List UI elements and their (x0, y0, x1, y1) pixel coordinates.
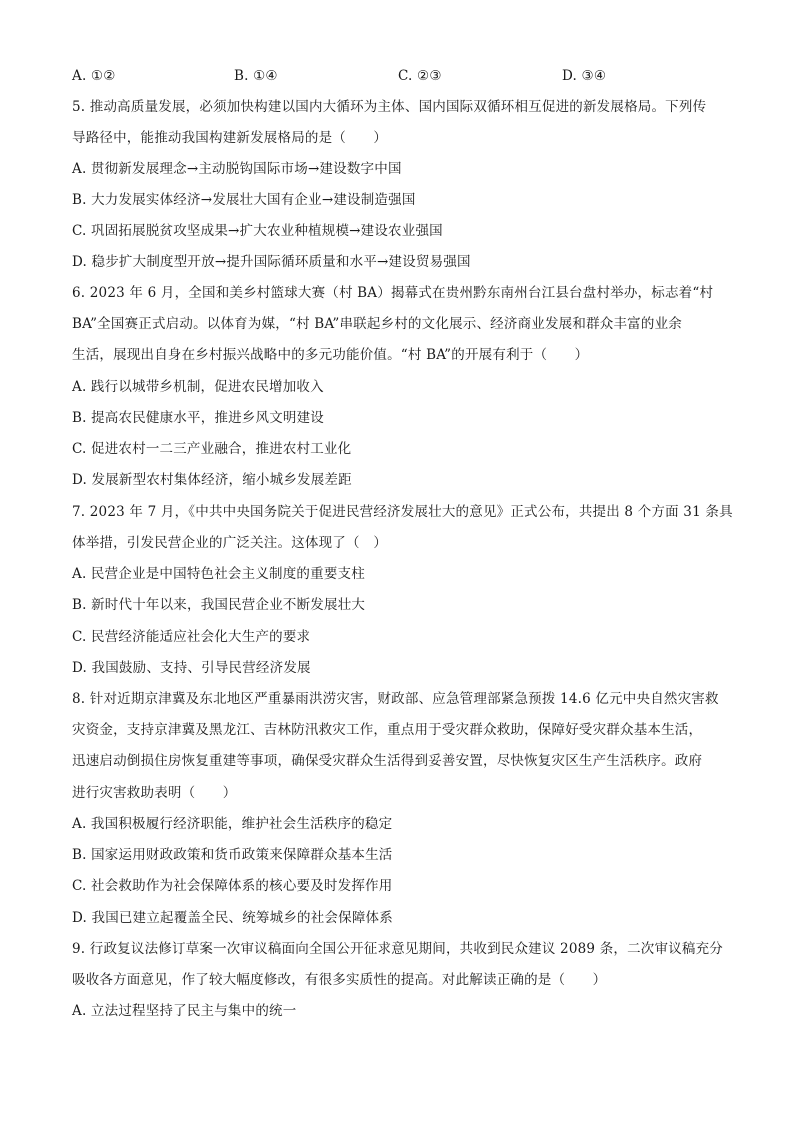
prev-option-d: D. ③④ (562, 68, 607, 84)
q8-stem-line4: 进行灾害救助表明（ ） (72, 785, 237, 801)
prev-option-a: A. ①② (72, 68, 116, 84)
q7-stem-line2: 体举措，引发民营企业的广泛关注。这体现了（ ） (72, 535, 388, 551)
q5-option-b: B. 大力发展实体经济→发展壮大国有企业→建设制造强国 (72, 192, 416, 208)
q6-option-c: C. 促进农村一二三产业融合，推进农村工业化 (72, 441, 352, 457)
q8-stem-line2: 灾资金，支持京津冀及黑龙江、吉林防汛救灾工作，重点用于受灾群众救助，保障好受灾群众基本生活， (72, 722, 703, 738)
q9-stem-line1: 9. 行政复议法修订草案一次审议稿面向全国公开征求意见期间，共收到民众建议 2089 条，二次审议稿充分 (72, 941, 724, 957)
q5-option-a: A. 贯彻新发展理念→主动脱钩国际市场→建设数字中国 (72, 161, 402, 177)
q6-stem-line1: 6. 2023 年 6 月，全国和美乡村篮球大赛（村 BA）揭幕式在贵州黔东南州台江县台盘村举办，标志着“村 (72, 285, 714, 301)
prev-option-c: C. ②③ (398, 68, 442, 84)
q6-option-a: A. 践行以城带乡机制，促进农民增加收入 (72, 379, 324, 395)
q8-option-c: C. 社会救助作为社会保障体系的核心要及时发挥作用 (72, 878, 393, 894)
q5-stem-line1: 5. 推动高质量发展，必须加快构建以国内大循环为主体、国内国际双循环相互促进的新发展格局。下列传 (72, 99, 707, 115)
q9-option-a: A. 立法过程坚持了民主与集中的统一 (72, 1003, 297, 1019)
q8-option-d: D. 我国已建立起覆盖全民、统筹城乡的社会保障体系 (72, 910, 393, 926)
q5-option-c: C. 巩固拓展脱贫攻坚成果→扩大农业种植规模→建设农业强国 (72, 223, 443, 239)
q8-option-a: A. 我国积极履行经济职能，维护社会生活秩序的稳定 (72, 816, 393, 832)
q5-stem-line2: 导路径中，能推动我国构建新发展格局的是（ ） (72, 130, 388, 146)
q8-stem-line3: 迅速启动倒损住房恢复重建等事项，确保受灾群众生活得到妥善安置，尽快恢复灾区生产生活秩序。政府 (72, 753, 703, 769)
q9-stem-line2: 吸收各方面意见，作了较大幅度修改，有很多实质性的提高。对此解读正确的是（ ） (72, 972, 607, 988)
q7-option-d: D. 我国鼓励、支持、引导民营经济发展 (72, 660, 311, 676)
q6-option-b: B. 提高农民健康水平，推进乡风文明建设 (72, 410, 325, 426)
q7-option-b: B. 新时代十年以来，我国民营企业不断发展壮大 (72, 597, 366, 613)
q8-stem-line1: 8. 针对近期京津冀及东北地区严重暴雨洪涝灾害，财政部、应急管理部紧急预拨 14.6 亿元中央自然灾害救 (72, 691, 719, 707)
q8-option-b: B. 国家运用财政政策和货币政策来保障群众基本生活 (72, 847, 393, 863)
q6-stem-line3: 生活，展现出自身在乡村振兴战略中的多元功能价值。“村 BA”的开展有利于（ ） (72, 347, 589, 363)
q5-option-d: D. 稳步扩大制度型开放→提升国际循环质量和水平→建设贸易强国 (72, 254, 471, 270)
q6-option-d: D. 发展新型农村集体经济，缩小城乡发展差距 (72, 472, 352, 488)
prev-option-b: B. ①④ (234, 68, 278, 84)
q7-option-a: A. 民营企业是中国特色社会主义制度的重要支柱 (72, 566, 365, 582)
q6-stem-line2: BA”全国赛正式启动。以体育为媒，“村 BA”串联起乡村的文化展示、经济商业发展和群众丰富的业余 (72, 316, 682, 332)
q7-option-c: C. 民营经济能适应社会化大生产的要求 (72, 629, 311, 645)
q7-stem-line1: 7. 2023 年 7 月，《中共中央国务院关于促进民营经济发展壮大的意见》正式公布，共提出 8 个方面 31 条具 (72, 504, 733, 520)
